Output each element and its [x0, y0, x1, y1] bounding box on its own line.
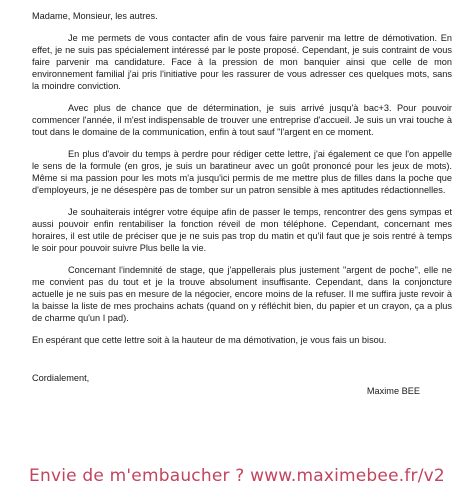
letter-paragraph-4: Je souhaiterais intégrer votre équipe afin de passer le temps, rencontrer des gens sympas et aussi pouvoir enfin rentabiliser la fonction réveil de mon téléphone. Cependant, concernant mes horaires, il est utile de préciser que je ne suis pas trop du matin et qu'il faut que je sois rentré à temps le soir pour pouvoir suivre Plus belle la vie. — [32, 207, 452, 253]
letter-signature: Maxime BEE — [366, 386, 420, 396]
letter-salutation: Madame, Monsieur, les autres. — [32, 11, 158, 21]
letter-paragraph-3: En plus d'avoir du temps à perdre pour rédiger cette lettre, j'ai également ce que l'on appelle le sens de la formule (en gros, je suis un baratineur avec un goût prononcé pour les jeux de mots). Même si ma passion pour les mots m'a jusqu'ici permis de me mettre plus de filles dans la poche que d'employeurs, je ne désespère pas de tomber sur un patron sensible à mes aptitudes rédactionnelles. — [32, 149, 452, 195]
footer-link-banner[interactable]: Envie de m'embaucher ? www.maximebee.fr/v2 — [29, 466, 445, 486]
letter-final-sentence: En espérant que cette lettre soit à la hauteur de ma démotivation, je vous fais un bisou. — [32, 335, 387, 345]
letter-paragraph-2: Avec plus de chance que de détermination, je suis arrivé jusqu'à bac+3. Pour pouvoir commencer l'année, il m'est indispensable de trouver une entreprise d'accueil. Je suis un vrai touche à tout dans le domaine de la communication, enfin à tout sauf "l'argent en ce moment. — [32, 103, 452, 137]
letter-closing: Cordialement, — [32, 373, 90, 383]
letter-paragraph-5: Concernant l'indemnité de stage, que j'appellerais plus justement "argent de poche", elle ne me convient pas du tout et je la trouve absolument insuffisante. Cependant, dans la conjoncture actuelle je ne suis pas en mesure de la négocier, encore moins de la refuser. Il me suffira juste revoir à la baisse la liste de mes prochains achats (quand on y réfléchit bien, du papier et un crayon, ça a plus de charme qu'un I pad). — [32, 265, 452, 323]
letter-paragraph-1: Je me permets de vous contacter afin de vous faire parvenir ma lettre de démotivation. En effet, je ne suis pas spécialement intéressé par le poste proposé. Cependant, je suis contraint de vous faire parvenir ma candidature. Face à la pression de mon banquier ainsi que celle de mon environnement familial j'ai pris l'initiative pour les rassurer de vous adresser ces quelques mots, sans la moindre conviction. — [32, 33, 452, 91]
